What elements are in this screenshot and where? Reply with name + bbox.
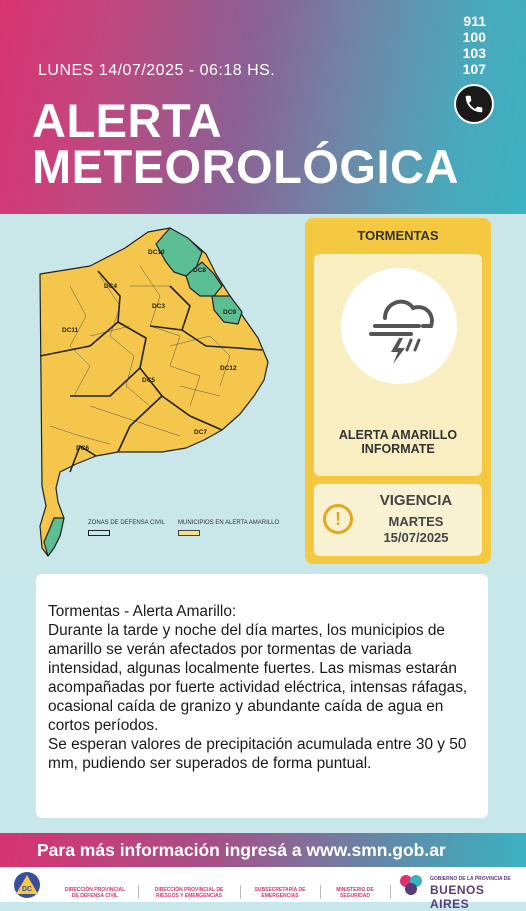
weather-card <box>314 254 482 476</box>
phone-911[interactable]: 911 <box>463 13 486 29</box>
phone-100[interactable]: 100 <box>462 29 486 45</box>
gov-text: GOBIERNO DE LA PROVINCIA DE <box>430 876 511 882</box>
alert-level-text: ALERTA AMARILLO INFORMATE <box>338 428 458 456</box>
org-riesgos: DIRECCIÓN PROVINCIAL DE RIESGOS Y EMERGENCIAS <box>154 887 224 899</box>
zone-label-dc4: DC4 <box>104 283 118 290</box>
org-ministerio: MINISTERIO DE SEGURIDAD <box>336 887 374 899</box>
alert-date: LUNES 14/07/2025 - 06:18 HS. <box>38 62 276 79</box>
more-info-link[interactable]: Para más información ingresá a www.smn.gob.ar <box>0 833 526 867</box>
zone-label-dc8: DC8 <box>193 267 207 274</box>
phone-icon <box>454 84 494 124</box>
header-banner <box>0 0 526 214</box>
buenos-aires-text: BUENOS AIRES <box>430 883 485 911</box>
zone-label-dc5: DC5 <box>142 377 156 384</box>
description-paragraph-1: Durante la tarde y noche del día martes, los municipios de amarillo se verán afectados por tormentas de variada intensidad, algunas localmente fuertes. Las mismas estarán acompañadas por fuerte actividad eléctrica, intensas ráfagas, ocasional caída de granizo y abundante caída de agua en cortos períodos. <box>48 622 468 734</box>
zone-label-dc7: DC7 <box>194 429 208 436</box>
exclamation-icon: ! <box>323 504 353 534</box>
emergency-numbers <box>446 13 486 77</box>
vigencia-day: MARTES <box>388 514 444 529</box>
legend-zones-swatch <box>88 530 110 536</box>
zone-label-dc10: DC10 <box>148 249 165 256</box>
storm-cloud-icon <box>341 268 457 384</box>
title-line-1: ALERTA <box>32 94 223 147</box>
description-body <box>48 602 480 773</box>
footer-divider <box>240 885 241 899</box>
legend-alert-swatch <box>178 530 200 536</box>
footer-divider <box>320 885 321 899</box>
title-line-2: METEOROLÓGICA <box>32 140 459 193</box>
province-map <box>30 226 280 566</box>
phone-107[interactable]: 107 <box>462 61 486 77</box>
org-defensa-civil: DIRECCIÓN PROVINCIAL DE DEFENSA CIVIL <box>64 887 126 899</box>
description-box <box>36 574 488 818</box>
footer-divider <box>138 885 139 899</box>
zone-label-dc11: DC11 <box>62 327 79 334</box>
org-subsecretaria: SUBSECRETARÍA DE EMERGENCIAS <box>254 887 306 899</box>
vigencia-card <box>314 484 482 556</box>
zone-label-dc6: DC6 <box>76 445 90 452</box>
description-title: Tormentas - Alerta Amarillo: <box>48 603 237 620</box>
page-title <box>32 94 459 193</box>
footer-divider <box>390 885 391 899</box>
legend-zones: ZONAS DE DEFENSA CIVIL <box>88 520 165 536</box>
panel-heading: TORMENTAS <box>357 228 439 243</box>
buenos-aires-logo <box>398 873 424 897</box>
zone-label-dc3: DC3 <box>152 303 166 310</box>
phone-103[interactable]: 103 <box>462 45 486 61</box>
zone-label-dc12: DC12 <box>220 365 237 372</box>
svg-text:DC: DC <box>21 886 33 893</box>
vigencia-title: VIGENCIA <box>379 492 453 509</box>
vigencia-date: 15/07/2025 <box>383 530 449 545</box>
description-paragraph-2: Se esperan valores de precipitación acumulada entre 30 y 50 mm, pudiendo ser superados de forma puntual. <box>48 736 467 772</box>
alert-panel <box>305 218 491 564</box>
zone-label-dc9: DC9 <box>223 309 237 316</box>
defensa-civil-logo <box>12 871 42 899</box>
map-yellow-region <box>40 228 268 556</box>
legend-alert: MUNICIPIOS EN ALERTA AMARILLO <box>178 520 279 536</box>
footer <box>0 867 526 911</box>
